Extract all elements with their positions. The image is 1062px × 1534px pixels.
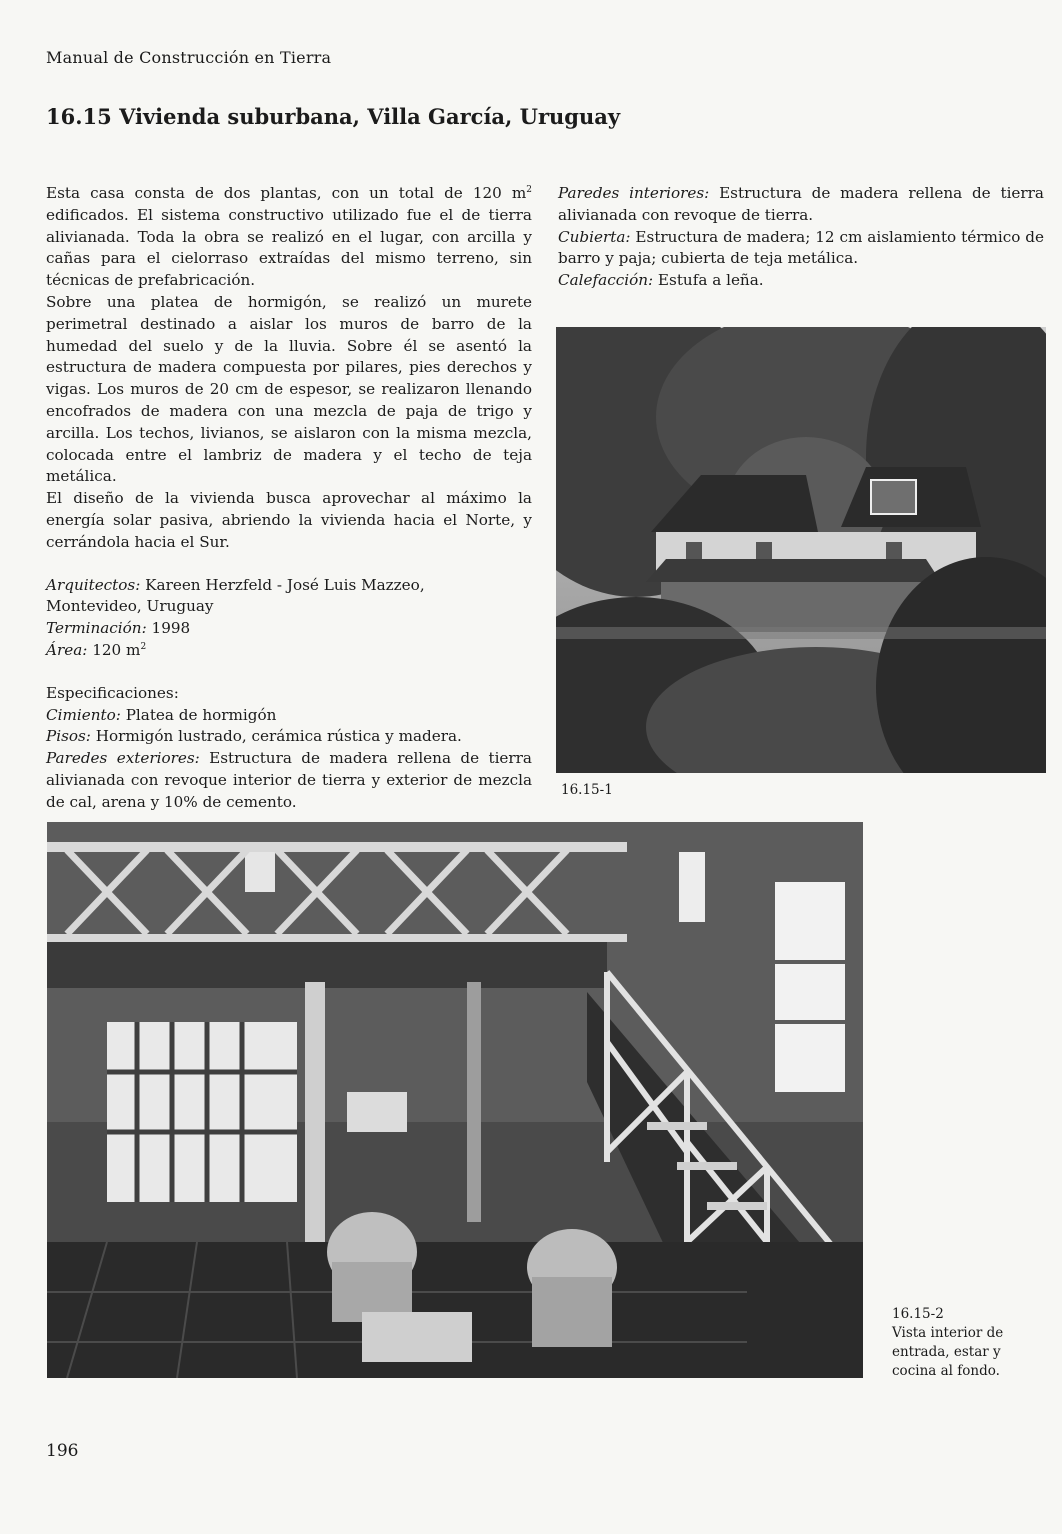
- right-column: [558, 183, 1044, 292]
- body-paragraph-1-start: Esta casa consta de dos plantas, con un total de 120 m: [46, 184, 527, 202]
- area-label: Área:: [46, 640, 88, 659]
- spec-item: [558, 227, 1044, 271]
- spec-label: Calefacción:: [558, 271, 654, 290]
- credits-area: [46, 640, 532, 662]
- spec-label: Pisos:: [46, 727, 91, 746]
- running-head: Manual de Construcción en Tierra: [46, 48, 332, 67]
- completion-label: Terminación:: [46, 619, 147, 638]
- area-value: 120 m: [87, 640, 141, 659]
- spec-label: Paredes exteriores:: [46, 749, 200, 768]
- page-number: 196: [46, 1441, 79, 1461]
- credits-architects-city: Montevideo, Uruguay: [46, 597, 214, 616]
- spec-label: Paredes interiores:: [558, 184, 710, 202]
- body-paragraph-3: El diseño de la vivienda busca aprovechar al máximo la energía solar pasiva, abriendo la vivienda hacia el Norte, y cerrándola hacia el Sur.: [46, 489, 532, 551]
- spec-label: Cubierta:: [558, 227, 631, 246]
- body-paragraph-2: Sobre una platea de hormigón, se realizó un murete perimetral destinado a aislar los muros de barro de la humedad del suelo y de la lluvia. Sobre él se asentó la estructura de madera compuesta por pilares, pies derechos y vigas. Los muros de 20 cm de espesor, se realizaron llenando encofrados de madera con una mezcla de paja de trigo y arcilla. Los techos, livianos, se aislaron con la misma mezcla, colocada entre el lambriz de madera y el techo de teja metálica.: [46, 292, 532, 486]
- spec-label: Cimiento:: [46, 705, 121, 724]
- superscript-2: 2: [526, 185, 532, 195]
- spec-item: [46, 748, 532, 813]
- credits-architects: [46, 575, 532, 597]
- spec-value: Hormigón lustrado, cerámica rústica y madera.: [90, 727, 462, 746]
- figure-2-caption-line-3: cocina al fondo.: [892, 1363, 1000, 1379]
- house-exterior-photo: [556, 327, 1046, 773]
- interior-photo: [47, 822, 863, 1378]
- spec-item: [558, 183, 1044, 227]
- spec-item: [46, 726, 532, 748]
- figure-2-number: 16.15-2: [892, 1306, 944, 1322]
- credits-completion: [46, 618, 532, 640]
- architects-value: Kareen Herzfeld - José Luis Mazzeo,: [140, 575, 425, 594]
- architects-label: Arquitectos:: [46, 575, 141, 594]
- area-superscript: 2: [140, 641, 147, 652]
- figure-1-number: 16.15-1: [561, 782, 613, 798]
- specs-heading: Especificaciones:: [46, 683, 179, 702]
- figure-2-caption-block: [892, 1305, 1022, 1381]
- body-paragraph-1: [46, 183, 532, 292]
- spec-value: Estructura de madera; 12 cm aislamiento térmico de barro y paja; cubierta de teja metálica.: [558, 227, 1044, 268]
- spec-value: Estructura de madera rellena de tierra alivianada con revoque interior de tierra y exterior de mezcla de cal, arena y 10% de cemento.: [46, 749, 532, 811]
- spec-value: Estufa a leña.: [653, 271, 764, 290]
- completion-value: 1998: [146, 619, 191, 638]
- spec-value: Platea de hormigón: [120, 705, 277, 724]
- figure-2-caption-line-1: Vista interior de: [892, 1325, 1004, 1341]
- left-column: [46, 183, 532, 814]
- section-title: 16.15 Vivienda suburbana, Villa García, Uruguay: [46, 104, 621, 129]
- figure-2-caption-line-2: entrada, estar y: [892, 1344, 1001, 1360]
- spec-value: Estructura de madera rellena de tierra alivianada con revoque de tierra.: [558, 184, 1044, 224]
- spec-item: [558, 270, 1044, 292]
- spec-item: [46, 705, 532, 727]
- body-paragraph-1-end: edificados. El sistema constructivo utilizado fue el de tierra alivianada. Toda la obra se realizó en el lugar, con arcilla y cañas para el cielorraso extraídas del mismo terreno, sin técnicas de prefabricación.: [46, 205, 532, 290]
